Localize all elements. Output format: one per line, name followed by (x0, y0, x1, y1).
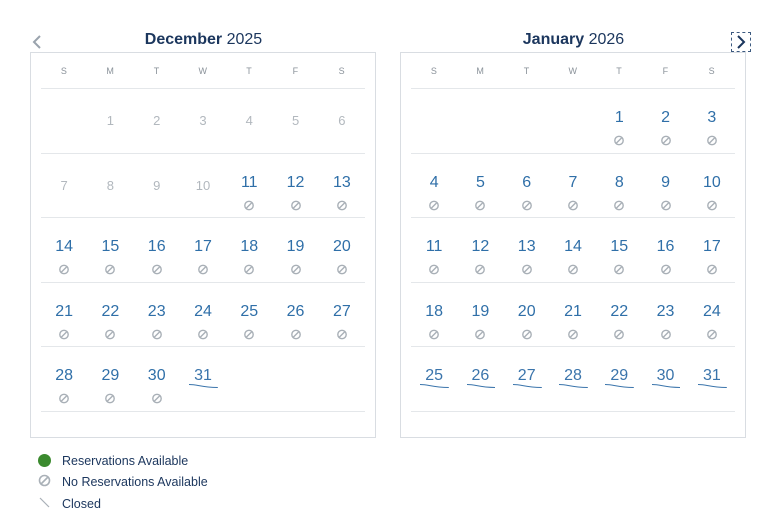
legend-item-closed (38, 493, 208, 515)
day-number: 8 (106, 177, 115, 193)
month-year: 2026 (588, 31, 625, 48)
weekday-label: S (60, 66, 68, 76)
no-reservations-icon (660, 200, 671, 211)
day-cell[interactable] (180, 283, 226, 347)
calendar-december (30, 52, 376, 438)
no-reservations-icon (244, 329, 255, 340)
no-reservations-icon (429, 200, 440, 211)
day-cell (134, 89, 180, 153)
day-cell[interactable] (226, 218, 272, 282)
weekday-label: W (568, 66, 578, 76)
no-reservations-icon (290, 329, 301, 340)
weekday-label: T (153, 66, 160, 76)
day-number: 9 (661, 173, 671, 191)
day-number: 26 (286, 302, 305, 320)
no-reservations-icon (59, 393, 70, 404)
day-number: 19 (471, 302, 490, 320)
day-cell[interactable] (504, 218, 550, 282)
no-reservations-icon (706, 264, 717, 275)
day-cell[interactable] (550, 154, 596, 218)
no-reservations-icon (475, 200, 486, 211)
no-reservations-icon (660, 135, 671, 146)
day-number: 6 (522, 173, 532, 191)
no-reservations-icon (336, 329, 347, 340)
weekday-label: S (430, 66, 438, 76)
calendar-january (400, 52, 746, 438)
no-reservations-icon (151, 264, 162, 275)
day-number: 11 (425, 238, 443, 256)
calendar-week-row (411, 154, 735, 219)
day-cell[interactable] (642, 347, 688, 411)
day-cell[interactable] (180, 347, 226, 411)
day-cell[interactable] (226, 154, 272, 218)
day-number: 24 (194, 302, 212, 320)
no-reservations-icon (244, 264, 255, 275)
day-number: 17 (702, 238, 721, 256)
closed-strike-icon (189, 375, 218, 379)
day-number: 17 (194, 238, 212, 256)
day-cell[interactable] (180, 218, 226, 282)
weekday-label: W (198, 66, 208, 76)
closed-strike-icon (467, 375, 496, 379)
no-reservations-icon (336, 264, 347, 275)
calendar-week-row (41, 89, 365, 154)
day-number: 31 (194, 367, 212, 385)
day-number: 30 (657, 367, 675, 385)
day-number: 29 (610, 367, 628, 385)
legend-item-available (38, 450, 208, 472)
day-cell[interactable] (411, 154, 457, 218)
day-cell[interactable] (642, 89, 688, 153)
month-title-december (31, 31, 376, 49)
day-number: 23 (656, 302, 675, 320)
no-reservations-icon (706, 200, 717, 211)
day-cell[interactable] (689, 347, 735, 411)
day-number: 22 (101, 302, 120, 320)
day-number: 15 (610, 238, 629, 256)
day-number: 14 (55, 238, 74, 256)
day-cell (87, 154, 133, 218)
weekday-label: S (708, 66, 716, 76)
green-dot-icon (38, 454, 51, 467)
day-number: 5 (475, 173, 485, 191)
day-cell[interactable] (504, 347, 550, 411)
day-cell[interactable] (642, 218, 688, 282)
day-number: 13 (332, 173, 351, 191)
weekday-header (411, 53, 735, 89)
day-cell[interactable] (319, 218, 365, 282)
no-reservations-icon (706, 135, 717, 146)
day-cell[interactable] (596, 89, 642, 153)
closed-strike-icon (652, 375, 681, 379)
day-cell[interactable] (226, 283, 272, 347)
day-number: 30 (147, 367, 166, 385)
no-reservations-icon (567, 329, 578, 340)
day-number: 8 (614, 173, 624, 191)
weekday-label: T (523, 66, 530, 76)
calendar-grid (41, 89, 365, 412)
no-reservations-icon (521, 329, 532, 340)
day-number: 3 (199, 113, 207, 128)
day-number: 21 (55, 302, 74, 320)
calendar-grid (411, 89, 735, 412)
day-number: 11 (240, 173, 258, 191)
no-reservations-icon (244, 200, 255, 211)
day-cell[interactable] (411, 218, 457, 282)
day-cell (134, 154, 180, 218)
day-cell (319, 89, 365, 153)
month-name: January (522, 31, 585, 48)
no-reservations-icon (38, 474, 51, 490)
day-cell[interactable] (689, 283, 735, 347)
day-number: 26 (472, 367, 490, 385)
no-reservations-icon (475, 264, 486, 275)
day-cell[interactable] (134, 347, 180, 411)
day-cell[interactable] (596, 283, 642, 347)
weekday-label: F (292, 66, 299, 76)
day-cell[interactable] (596, 218, 642, 282)
no-reservations-icon (521, 200, 532, 211)
day-number: 12 (286, 173, 305, 191)
weekday-label: M (106, 66, 115, 76)
day-cell (226, 89, 272, 153)
day-cell[interactable] (87, 347, 133, 411)
day-cell[interactable] (504, 154, 550, 218)
day-cell[interactable] (41, 347, 87, 411)
day-cell[interactable] (457, 154, 503, 218)
day-number: 6 (338, 113, 346, 128)
day-number: 1 (614, 109, 624, 126)
day-number: 27 (332, 302, 351, 320)
day-number: 16 (147, 238, 166, 256)
no-reservations-icon (59, 329, 70, 340)
day-number: 7 (60, 177, 68, 193)
month-title-january (401, 31, 746, 49)
day-number: 18 (240, 238, 259, 256)
no-reservations-icon (614, 264, 625, 275)
day-number: 10 (195, 177, 211, 193)
day-number: 20 (517, 302, 536, 320)
day-cell[interactable] (411, 347, 457, 411)
day-cell[interactable] (134, 283, 180, 347)
day-number: 14 (564, 238, 582, 256)
empty-day-cell (550, 89, 596, 153)
day-cell[interactable] (550, 283, 596, 347)
day-number: 29 (101, 367, 120, 385)
day-cell[interactable] (457, 218, 503, 282)
day-number: 28 (55, 367, 74, 385)
day-cell (180, 89, 226, 153)
closed-strike-icon (513, 375, 542, 379)
no-reservations-icon (429, 264, 440, 275)
legend-label: Closed (62, 496, 101, 511)
no-reservations-icon (567, 200, 578, 211)
day-cell[interactable] (642, 154, 688, 218)
no-reservations-icon (105, 329, 116, 340)
day-cell[interactable] (41, 218, 87, 282)
day-number: 13 (517, 238, 536, 256)
day-number: 27 (518, 367, 536, 385)
day-cell[interactable] (411, 283, 457, 347)
weekday-label: M (476, 66, 485, 76)
closed-slash-icon (38, 496, 51, 512)
day-number: 31 (703, 367, 721, 385)
no-reservations-icon (290, 264, 301, 275)
day-number: 4 (245, 113, 253, 128)
empty-day-cell (226, 347, 272, 411)
weekday-label: F (662, 66, 669, 76)
day-cell[interactable] (596, 347, 642, 411)
day-number: 4 (429, 173, 439, 191)
day-number: 5 (291, 113, 300, 128)
day-cell[interactable] (689, 218, 735, 282)
closed-strike-icon (420, 375, 449, 379)
day-number: 22 (610, 302, 629, 320)
day-cell[interactable] (272, 218, 318, 282)
day-cell (41, 154, 87, 218)
day-number: 23 (147, 302, 166, 320)
no-reservations-icon (567, 264, 578, 275)
day-number: 28 (564, 367, 582, 385)
day-number: 9 (153, 177, 161, 193)
calendar-week-row (411, 218, 735, 283)
day-number: 21 (564, 302, 582, 320)
no-reservations-icon (614, 135, 625, 146)
day-cell (87, 89, 133, 153)
day-number: 19 (286, 238, 305, 256)
weekday-header (41, 53, 365, 89)
no-reservations-icon (151, 393, 162, 404)
calendar-week-row (41, 283, 365, 348)
day-cell[interactable] (272, 283, 318, 347)
calendar-week-row (411, 347, 735, 412)
no-reservations-icon (197, 329, 208, 340)
empty-day-cell (319, 347, 365, 411)
no-reservations-icon (105, 393, 116, 404)
calendar-week-row (41, 218, 365, 283)
empty-day-cell (457, 89, 503, 153)
day-cell (180, 154, 226, 218)
day-cell[interactable] (550, 347, 596, 411)
day-number: 2 (153, 113, 161, 128)
empty-day-cell (504, 89, 550, 153)
month-name: December (144, 31, 223, 48)
closed-strike-icon (605, 375, 634, 379)
weekday-label: T (246, 66, 253, 76)
day-cell[interactable] (41, 283, 87, 347)
empty-day-cell (411, 89, 457, 153)
calendar-week-row (41, 347, 365, 412)
day-cell[interactable] (87, 283, 133, 347)
no-reservations-icon (197, 264, 208, 275)
day-cell[interactable] (596, 154, 642, 218)
empty-day-cell (272, 347, 318, 411)
weekday-label: T (616, 66, 623, 76)
legend (38, 450, 208, 515)
day-cell[interactable] (642, 283, 688, 347)
legend-label: No Reservations Available (62, 475, 208, 490)
day-number: 2 (661, 109, 671, 126)
calendar-week-row (41, 154, 365, 219)
weekday-label: S (338, 66, 346, 76)
day-cell[interactable] (319, 154, 365, 218)
empty-day-cell (41, 89, 87, 153)
day-number: 25 (240, 302, 259, 320)
day-number: 10 (702, 173, 721, 191)
day-number: 7 (568, 173, 578, 191)
calendar-week-row (411, 89, 735, 154)
legend-item-no-reservations (38, 472, 208, 494)
no-reservations-icon (614, 329, 625, 340)
no-reservations-icon (660, 264, 671, 275)
closed-strike-icon (559, 375, 588, 379)
no-reservations-icon (429, 329, 440, 340)
no-reservations-icon (614, 200, 625, 211)
day-cell (272, 89, 318, 153)
legend-label: Reservations Available (62, 453, 189, 468)
day-cell[interactable] (550, 218, 596, 282)
no-reservations-icon (290, 200, 301, 211)
no-reservations-icon (706, 329, 717, 340)
no-reservations-icon (59, 264, 70, 275)
day-cell[interactable] (457, 283, 503, 347)
no-reservations-icon (475, 329, 486, 340)
day-cell[interactable] (87, 218, 133, 282)
day-number: 25 (425, 367, 443, 385)
no-reservations-icon (151, 329, 162, 340)
day-number: 1 (106, 113, 115, 128)
day-number: 15 (101, 238, 120, 256)
day-cell[interactable] (134, 218, 180, 282)
day-number: 16 (656, 238, 675, 256)
day-number: 3 (707, 109, 717, 126)
day-cell[interactable] (319, 283, 365, 347)
no-reservations-icon (521, 264, 532, 275)
month-year: 2025 (226, 31, 263, 48)
day-number: 24 (702, 302, 721, 320)
day-cell[interactable] (504, 283, 550, 347)
day-cell[interactable] (689, 154, 735, 218)
day-cell[interactable] (272, 154, 318, 218)
day-number: 20 (332, 238, 351, 256)
day-cell[interactable] (457, 347, 503, 411)
no-reservations-icon (336, 200, 347, 211)
day-number: 12 (471, 238, 490, 256)
no-reservations-icon (660, 329, 671, 340)
closed-strike-icon (698, 375, 727, 379)
calendar-week-row (411, 283, 735, 348)
day-number: 18 (425, 302, 444, 320)
day-cell[interactable] (689, 89, 735, 153)
no-reservations-icon (105, 264, 116, 275)
